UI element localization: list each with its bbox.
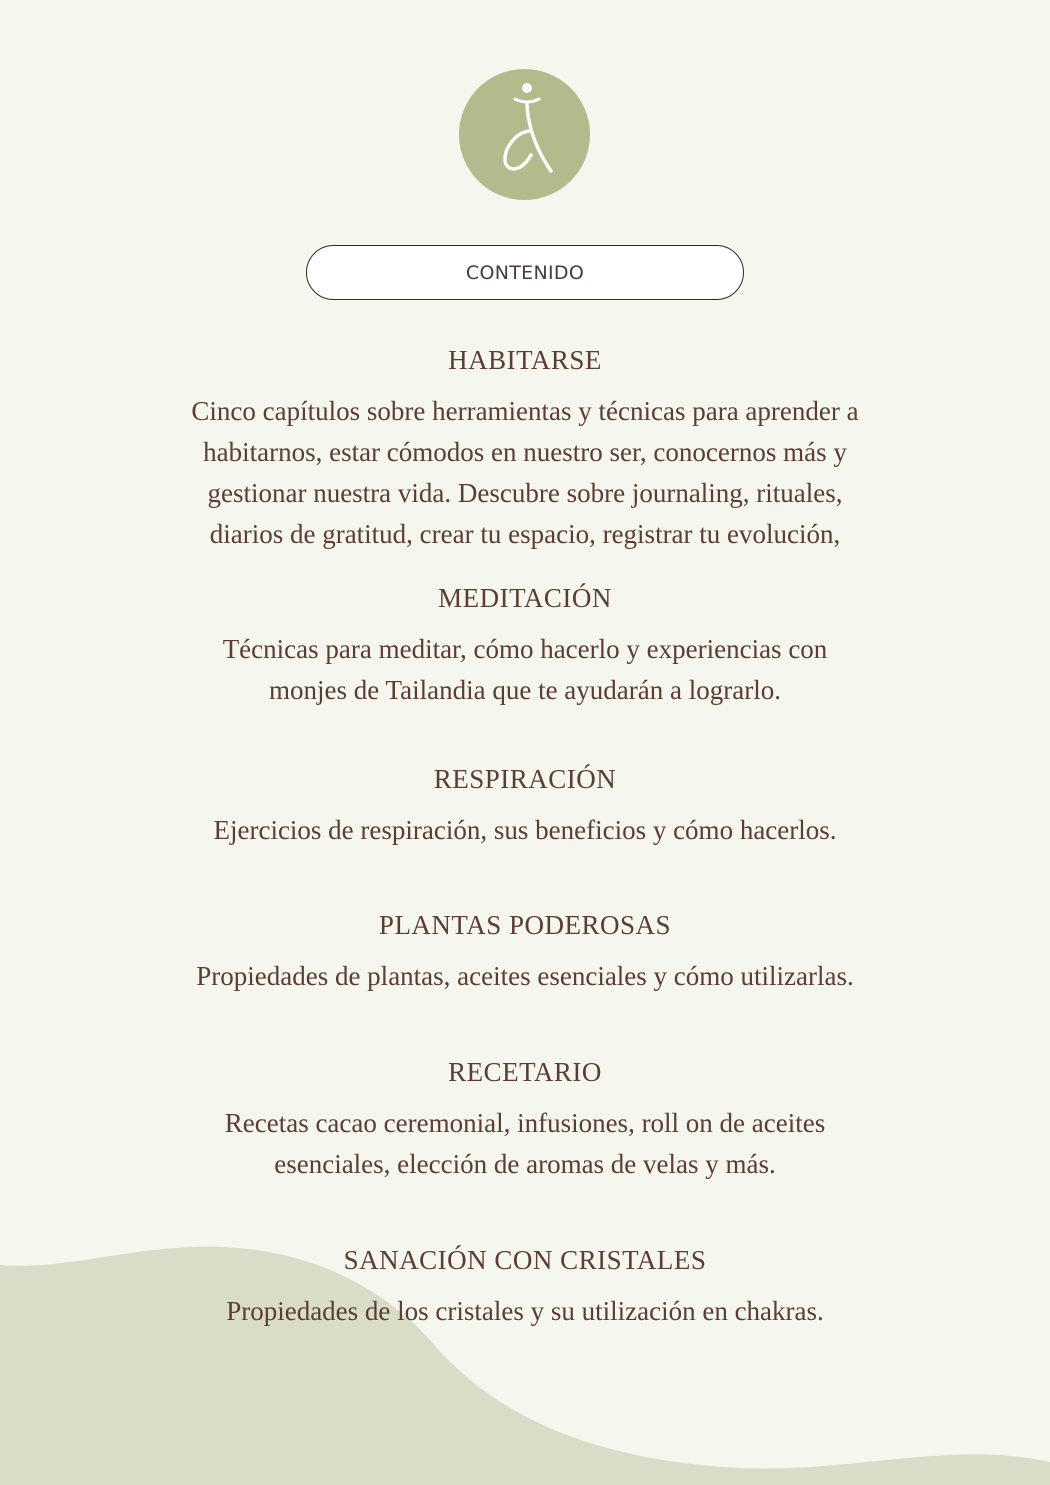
description-line: Ejercicios de respiración, sus beneficios y cómo hacerlos.	[213, 815, 837, 845]
section-title: RESPIRACIÓN	[433, 764, 617, 794]
section-respiracion	[0, 762, 1050, 851]
section-description	[0, 956, 1050, 997]
description-line: diarios de gratitud, crear tu espacio, registrar tu evolución,	[209, 519, 841, 549]
contents-label: CONTENIDO	[465, 261, 585, 284]
contents-pill	[306, 245, 744, 300]
section-title: RECETARIO	[448, 1057, 602, 1087]
section-description	[0, 391, 1050, 555]
section-description	[0, 1103, 1050, 1185]
section-title: PLANTAS PODEROSAS	[378, 910, 672, 940]
description-line: Recetas cacao ceremonial, infusiones, roll on de aceites	[224, 1108, 826, 1138]
description-line: Técnicas para meditar, cómo hacerlo y experiencias con	[222, 634, 828, 664]
section-description	[0, 810, 1050, 851]
section-title: MEDITACIÓN	[438, 583, 612, 613]
description-line: Cinco capítulos sobre herramientas y técnicas para aprender a	[191, 396, 859, 426]
description-line: habitarnos, estar cómodos en nuestro ser, conocernos más y	[203, 437, 847, 467]
section-habitarse	[0, 343, 1050, 555]
section-description	[0, 629, 1050, 711]
section-meditacion	[0, 581, 1050, 711]
section-description	[0, 1291, 1050, 1332]
lambda-symbol-icon	[459, 69, 590, 200]
description-line: monjes de Tailandia que te ayudarán a lograrlo.	[269, 675, 781, 705]
description-line: Propiedades de plantas, aceites esenciales y cómo utilizarlas.	[196, 961, 854, 991]
section-plantas-poderosas	[0, 908, 1050, 997]
description-line: gestionar nuestra vida. Descubre sobre journaling, rituales,	[207, 478, 843, 508]
section-sanacion-con-cristales	[0, 1243, 1050, 1332]
logo	[459, 69, 590, 200]
section-title: SANACIÓN CON CRISTALES	[343, 1245, 707, 1275]
section-title: HABITARSE	[448, 345, 602, 375]
section-recetario	[0, 1055, 1050, 1185]
description-line: Propiedades de los cristales y su utilización en chakras.	[226, 1296, 824, 1326]
description-line: esenciales, elección de aromas de velas y más.	[274, 1149, 776, 1179]
